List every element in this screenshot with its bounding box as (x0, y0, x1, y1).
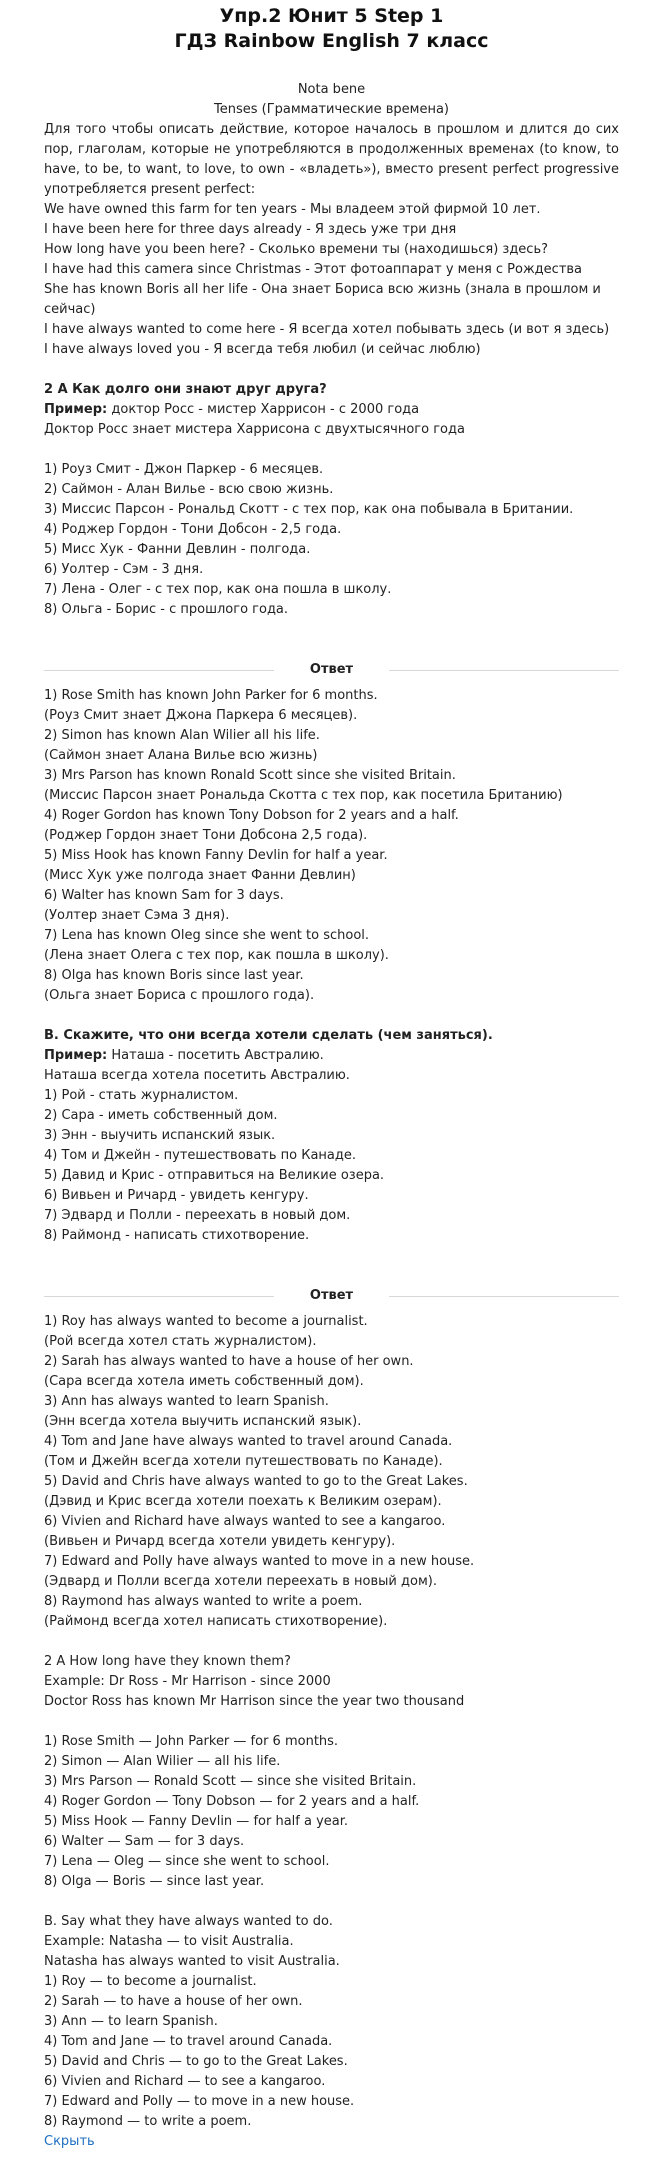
task-item: 6) Уолтер - Сэм - 3 дня. (44, 562, 204, 577)
answer-line: 8) Raymond has always wanted to write a poem. (44, 1594, 363, 1609)
task-item: 4) Роджер Гордон - Тони Добсон - 2,5 года. (44, 522, 342, 537)
article-body (0, 80, 663, 2152)
example-text: доктор Росс - мистер Харрисон - с 2000 года (107, 402, 420, 417)
english-a-example: Example: Dr Ross - Mr Harrison - since 2000 (44, 1674, 331, 1689)
task-item: 4) Том и Джейн - путешествовать по Канаде. (44, 1148, 357, 1163)
english-b-section (44, 1912, 619, 2132)
english-b-example: Example: Natasha — to visit Australia. (44, 1934, 294, 1949)
answer-line: 2) Simon has known Alan Wilier all his life. (44, 728, 320, 743)
task-a-example-answer: Доктор Росс знает мистера Харрисона с двухтысячного года (44, 422, 465, 437)
english-item: 5) David and Chris — to go to the Great Lakes. (44, 2054, 348, 2069)
answer-line: 3) Ann has always wanted to learn Spanish. (44, 1394, 329, 1409)
answer-line: (Уолтер знает Сэма 3 дня). (44, 908, 230, 923)
answer-b-section (44, 1312, 619, 1632)
task-item: 5) Давид и Крис - отправиться на Великие озера. (44, 1168, 385, 1183)
english-item: 3) Mrs Parson — Ronald Scott — since she visited Britain. (44, 1774, 417, 1789)
example-line: She has known Boris all her life - Она знает Бориса всю жизнь (знала в прошлом и сейчас) (44, 282, 601, 317)
answer-divider (44, 1286, 619, 1306)
task-item: 1) Рой - стать журналистом. (44, 1088, 239, 1103)
hide-link[interactable]: Скрыть (44, 2134, 95, 2149)
answer-line: (Миссис Парсон знает Рональда Скотта с тех пор, как посетила Британию) (44, 788, 563, 803)
english-a-heading: 2 A How long have they known them? (44, 1654, 291, 1669)
answer-line: 1) Roy has always wanted to become a journalist. (44, 1314, 368, 1329)
answer-a-section (44, 686, 619, 1006)
answer-line: (Ольга знает Бориса с прошлого года). (44, 988, 315, 1003)
answer-line: 2) Sarah has always wanted to have a house of her own. (44, 1354, 414, 1369)
title-line-1: Упр.2 Юнит 5 Step 1 (219, 5, 444, 27)
task-item: 1) Роуз Смит - Джон Паркер - 6 месяцев. (44, 462, 324, 477)
answer-line: 5) Miss Hook has known Fanny Devlin for half a year. (44, 848, 388, 863)
english-item: 3) Ann — to learn Spanish. (44, 2014, 218, 2029)
title-line-2: ГДЗ Rainbow English 7 класс (174, 30, 489, 52)
nota-bene-heading: Nota bene (297, 82, 366, 97)
answer-line: 1) Rose Smith has known John Parker for 6 months. (44, 688, 378, 703)
task-item: 3) Миссис Парсон - Рональд Скотт - с тех пор, как она побывала в Британии. (44, 502, 574, 517)
example-text: Наташа - посетить Австралию. (107, 1048, 324, 1063)
answer-label: Ответ (309, 1288, 354, 1303)
english-item: 6) Walter — Sam — for 3 days. (44, 1834, 245, 1849)
english-item: 8) Raymond — to write a poem. (44, 2114, 252, 2129)
answer-label: Ответ (309, 662, 354, 677)
answer-line: (Лена знает Олега с тех пор, как пошла в школу). (44, 948, 389, 963)
answer-line: 6) Vivien and Richard have always wanted to see a kangaroo. (44, 1514, 446, 1529)
task-item: 8) Ольга - Борис - с прошлого года. (44, 602, 289, 617)
task-item: 2) Сара - иметь собственный дом. (44, 1108, 278, 1123)
example-line: I have had this camera since Christmas - Этот фотоаппарат у меня с Рождества (44, 262, 583, 277)
example-line: I have always loved you - Я всегда тебя любил (и сейчас люблю) (44, 342, 481, 357)
answer-line: (Том и Джейн всегда хотели путешествовать по Канаде). (44, 1454, 443, 1469)
example-label: Пример: (44, 402, 108, 417)
english-item: 2) Sarah — to have a house of her own. (44, 1994, 303, 2009)
english-item: 5) Miss Hook — Fanny Devlin — for half a year. (44, 1814, 349, 1829)
grammar-examples (44, 200, 619, 360)
task-item: 2) Саймон - Алан Вилье - всю свою жизнь. (44, 482, 334, 497)
english-item: 1) Roy — to become a journalist. (44, 1974, 257, 1989)
answer-line: 4) Tom and Jane have always wanted to travel around Canada. (44, 1434, 453, 1449)
task-item: 7) Лена - Олег - с тех пор, как она пошла в школу. (44, 582, 392, 597)
answer-line: 7) Lena has known Oleg since she went to school. (44, 928, 370, 943)
english-b-example-answer: Natasha has always wanted to visit Australia. (44, 1954, 340, 1969)
answer-line: (Рой всегда хотел стать журналистом). (44, 1334, 317, 1349)
answer-line: 7) Edward and Polly have always wanted to move in a new house. (44, 1554, 475, 1569)
answer-line: (Энн всегда хотела выучить испанский язык). (44, 1414, 362, 1429)
english-item: 2) Simon — Alan Wilier — all his life. (44, 1754, 281, 1769)
task-item: 8) Раймонд - написать стихотворение. (44, 1228, 310, 1243)
answer-line: 8) Olga has known Boris since last year. (44, 968, 304, 983)
example-line: How long have you been here? - Сколько времени ты (находишься) здесь? (44, 242, 549, 257)
task-b-example (44, 1046, 619, 1066)
page-title (0, 4, 663, 54)
answer-line: (Мисс Хук уже полгода знает Фанни Девлин) (44, 868, 356, 883)
task-item: 7) Эдвард и Полли - переехать в новый дом. (44, 1208, 351, 1223)
answer-line: (Раймонд всегда хотел написать стихотворение). (44, 1614, 388, 1629)
english-item: 1) Rose Smith — John Parker — for 6 months. (44, 1734, 339, 1749)
answer-line: (Роуз Смит знает Джона Паркера 6 месяцев). (44, 708, 358, 723)
task-item: 5) Мисс Хук - Фанни Девлин - полгода. (44, 542, 311, 557)
example-label: Пример: (44, 1048, 108, 1063)
answer-line: (Вивьен и Ричард всегда хотели увидеть кенгуру). (44, 1534, 396, 1549)
answer-line: (Дэвид и Крис всегда хотели поехать к Великим озерам). (44, 1494, 442, 1509)
english-a-section (44, 1652, 619, 1892)
answer-line: (Сара всегда хотела иметь собственный дом). (44, 1374, 364, 1389)
answer-line: 3) Mrs Parson has known Ronald Scott since she visited Britain. (44, 768, 456, 783)
example-line: I have always wanted to come here - Я всегда хотел побывать здесь (и вот я здесь) (44, 322, 610, 337)
task-item: 3) Энн - выучить испанский язык. (44, 1128, 276, 1143)
answer-line: 5) David and Chris have always wanted to go to the Great Lakes. (44, 1474, 468, 1489)
task-a-example (44, 400, 619, 420)
answer-line: (Саймон знает Алана Вилье всю жизнь) (44, 748, 318, 763)
english-item: 6) Vivien and Richard — to see a kangaroo. (44, 2074, 326, 2089)
english-item: 4) Tom and Jane — to travel around Canada. (44, 2034, 333, 2049)
example-line: We have owned this farm for ten years - Мы владеем этой фирмой 10 лет. (44, 202, 541, 217)
grammar-intro: Для того чтобы описать действие, которое началось в прошлом и длится до сих пор, глаголам, которые не употребляются в продолженных временах (to know, to have, to be, to want, to love, to own - «владеть»), вместо present perfect progressive употребляется present perfect: (44, 122, 619, 197)
english-item: 4) Roger Gordon — Tony Dobson — for 2 years and a half. (44, 1794, 420, 1809)
english-item: 7) Lena — Oleg — since she went to school. (44, 1854, 330, 1869)
task-a-heading: 2 А Как долго они знают друг друга? (44, 382, 327, 397)
task-item: 6) Вивьен и Ричард - увидеть кенгуру. (44, 1188, 309, 1203)
english-item: 7) Edward and Polly — to move in a new house. (44, 2094, 355, 2109)
example-line: I have been here for three days already - Я здесь уже три дня (44, 222, 457, 237)
tenses-heading: Tenses (Грамматические времена) (214, 102, 449, 117)
task-a-section (44, 380, 619, 620)
task-b-heading: B. Скажите, что они всегда хотели сделать (чем заняться). (44, 1028, 493, 1043)
answer-line: (Эдвард и Полли всегда хотели переехать в новый дом). (44, 1574, 437, 1589)
task-b-example-answer: Наташа всегда хотела посетить Австралию. (44, 1068, 350, 1083)
answer-line: (Роджер Гордон знает Тони Добсона 2,5 года). (44, 828, 368, 843)
english-b-heading: B. Say what they have always wanted to do. (44, 1914, 333, 1929)
english-item: 8) Olga — Boris — since last year. (44, 1874, 265, 1889)
answer-divider (44, 660, 619, 680)
task-b-section (44, 1026, 619, 1246)
answer-line: 4) Roger Gordon has known Tony Dobson for 2 years and a half. (44, 808, 459, 823)
answer-line: 6) Walter has known Sam for 3 days. (44, 888, 284, 903)
english-a-example-answer: Doctor Ross has known Mr Harrison since the year two thousand (44, 1694, 465, 1709)
